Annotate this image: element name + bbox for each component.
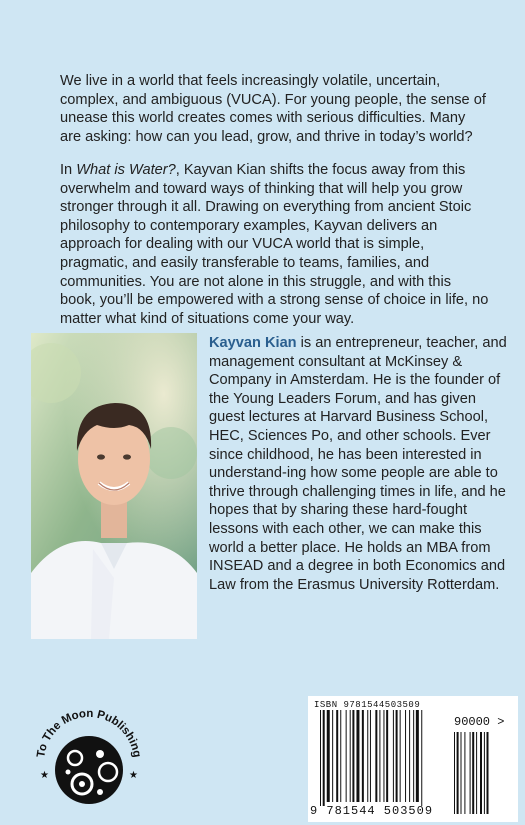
- barcode-bar: [400, 710, 401, 802]
- barcode-addon-bar: [472, 732, 474, 814]
- barcode-bar: [409, 710, 410, 802]
- isbn-label: ISBN 9781544503509: [314, 700, 421, 710]
- book-title: What is Water?: [76, 162, 176, 178]
- barcode-addon-bar: [470, 732, 471, 814]
- barcode-bar: [327, 710, 330, 802]
- publisher-name: To The Moon Publishing: [35, 707, 143, 759]
- barcode-addon-bar: [461, 732, 462, 814]
- barcode-addon-bar: [487, 732, 489, 814]
- barcode-bar: [367, 710, 368, 802]
- isbn-digits: 9 781544 503509: [310, 804, 434, 818]
- price-code: 90000 >: [454, 715, 505, 729]
- barcode-bar: [383, 710, 384, 802]
- barcode-bar: [350, 710, 351, 802]
- barcode-addon-bar: [454, 732, 455, 814]
- barcode-bar: [332, 710, 333, 802]
- barcode-bar: [323, 710, 325, 806]
- author-bio-text: is an entrepreneur, teacher, and management consultant at McKinsey & Company in Amsterdam. He is the founder of the Young Leaders Forum, and has given guest lectures at Harvard Business School, HEC, Sciences Po, and other schools. Ever since childhood, he has been interested in understand-ing how some people are able to thrive through challenging times in life, and he hopes that by sharing these hard-fought lessons with each other, we can make this world a better place. He holds an MBA from INSEAD and a degree in both Economics and Law from the Erasmus University Rotterdam.: [209, 335, 507, 593]
- barcode-addon-bar: [457, 732, 459, 814]
- p2-prefix: In: [60, 162, 77, 178]
- barcode-addon-bar: [484, 732, 485, 814]
- author-portrait-image: [31, 333, 197, 639]
- author-name: Kayvan Kian: [209, 335, 297, 351]
- barcode-bar: [320, 710, 321, 806]
- barcode-bar: [413, 710, 414, 802]
- barcode-addon-bar: [476, 732, 477, 814]
- star-icon: ★: [40, 770, 49, 781]
- barcode-bar: [370, 710, 371, 802]
- barcode-bar: [416, 710, 419, 802]
- barcode-bar: [405, 710, 406, 802]
- moon-publishing-logo-icon: [30, 700, 148, 818]
- barcode-bar: [379, 710, 380, 802]
- description-paragraph-1: We live in a world that feels increasingly volatile, uncertain, complex, and ambiguous (VUCA). For young people, the sense of unease this world creates comes with serious difficulties. Many are asking: how can you lead, grow, and thrive in today’s world?: [60, 73, 486, 145]
- description-paragraph-2: [60, 161, 490, 328]
- barcode-bar: [346, 710, 347, 802]
- barcode-bar: [336, 710, 338, 802]
- p2-body: , Kayvan Kian shifts the focus away from this overwhelm and toward ways of thinking that will help you grow stronger through it all. Drawing on everything from ancient Stoic philosophy to contemporary examples, Kayvan delivers an approach for dealing with our VUCA world that is simple, pragmatic, and easily transferable to teams, families, and communities. You are not alone in this struggle, and with this book, you’ll be empowered with a strong sense of choice in life, no matter what kind of situations come your way.: [60, 162, 489, 327]
- barcode-addon-bar: [480, 732, 482, 814]
- barcode-bar: [362, 710, 364, 802]
- barcode-bar: [340, 710, 341, 802]
- author-photo: [31, 333, 197, 639]
- barcode-bar: [375, 710, 377, 802]
- star-icon: ★: [129, 770, 138, 781]
- barcode-bar: [352, 710, 354, 802]
- barcode-bar: [393, 710, 394, 802]
- isbn-barcode: [308, 696, 518, 822]
- barcode-bar: [386, 710, 388, 802]
- barcode-addon-bar: [464, 732, 465, 814]
- barcode-bar: [396, 710, 398, 802]
- barcode-bar: [356, 710, 359, 802]
- barcode-bar: [421, 710, 422, 806]
- publisher-logo: [30, 700, 148, 818]
- author-bio: [209, 334, 507, 594]
